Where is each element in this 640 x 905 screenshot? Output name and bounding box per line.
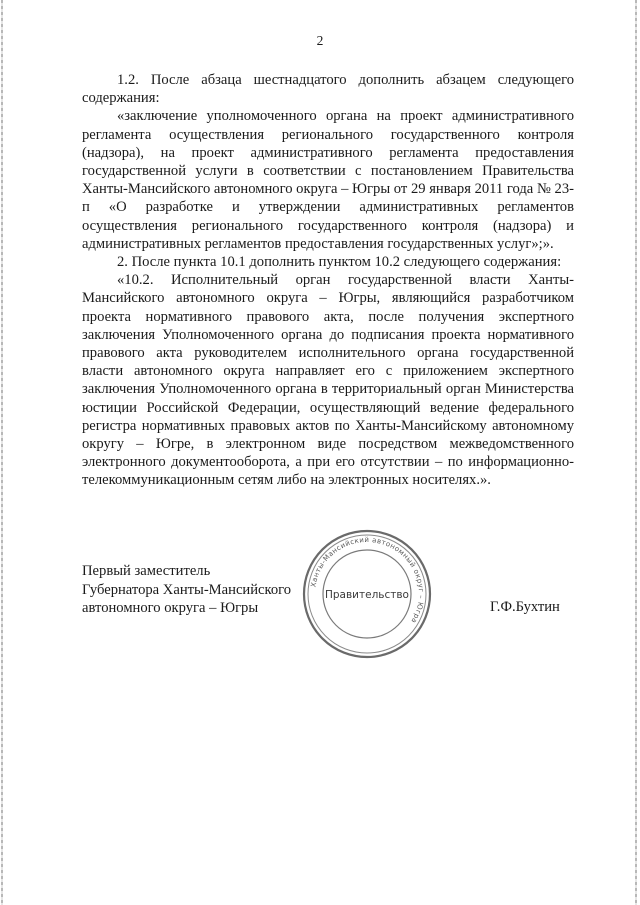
signatory-position-line: Губернатора Ханты-Мансийского bbox=[82, 581, 292, 598]
scan-edge-left bbox=[1, 0, 3, 905]
signatory-name: Г.Ф.Бухтин bbox=[490, 599, 560, 615]
paragraph-quote-10-2: «10.2. Исполнительный орган государственной власти Ханты-Мансийского автономного округа – Югры, являющийся разработчиком проекта нормативного правового акта, после получения экспертного заключения Уполномоченного органа до подписания проекта нормативного правового акта руководителем исполнительного органа государственной власти автономного округа направляет его с приложением экспертного заключения Уполномоченного органа в территориальный орган Министерства юстиции Российской Федерации, осуществляющий ведение федерального регистра нормативных правовых актов по Ханты-Мансийскому автономному округу – Югре, в электронном виде посредством межведомственного электронного документооборота, а при его отсутствии – по информационно-телекоммуникационным сетям либо на электронных носителях.». bbox=[82, 272, 574, 489]
paragraph-1-2: 1.2. После абзаца шестнадцатого дополнить абзацем следующего содержания: bbox=[82, 72, 574, 107]
seal-middle-ring bbox=[308, 535, 426, 653]
scan-edge-right bbox=[635, 0, 637, 905]
signatory-position-line: Первый заместитель bbox=[82, 563, 211, 579]
official-seal bbox=[300, 527, 434, 661]
seal-center-text: Правительство bbox=[325, 589, 409, 601]
signatory-position bbox=[82, 562, 291, 618]
paragraph-quote-conclusion: «заключение уполномоченного органа на проект административного регламента осуществления регионального государственного контроля (надзора), на проект административного регламента предоставления государственной услуги в соответствии с постановлением Правительства Ханты-Мансийского автономного округа – Югры от 29 января 2011 года № 23-п «О разработке и утверждении административных регламентов осуществления регионального государственного контроля (надзора) и административных регламентов предоставления государственных услуг»;». bbox=[82, 108, 574, 252]
page-number: 2 bbox=[316, 33, 324, 48]
document-body bbox=[82, 71, 574, 490]
seal-ring-text: Ханты-Мансийский автономный округ – Югра bbox=[309, 535, 426, 625]
seal-inner-ring bbox=[323, 550, 411, 638]
seal-outer-ring bbox=[304, 531, 430, 657]
signatory-position-line: автономного округа – Югры bbox=[82, 600, 259, 617]
paragraph-2: 2. После пункта 10.1 дополнить пунктом 10.2 следующего содержания: bbox=[117, 254, 562, 271]
